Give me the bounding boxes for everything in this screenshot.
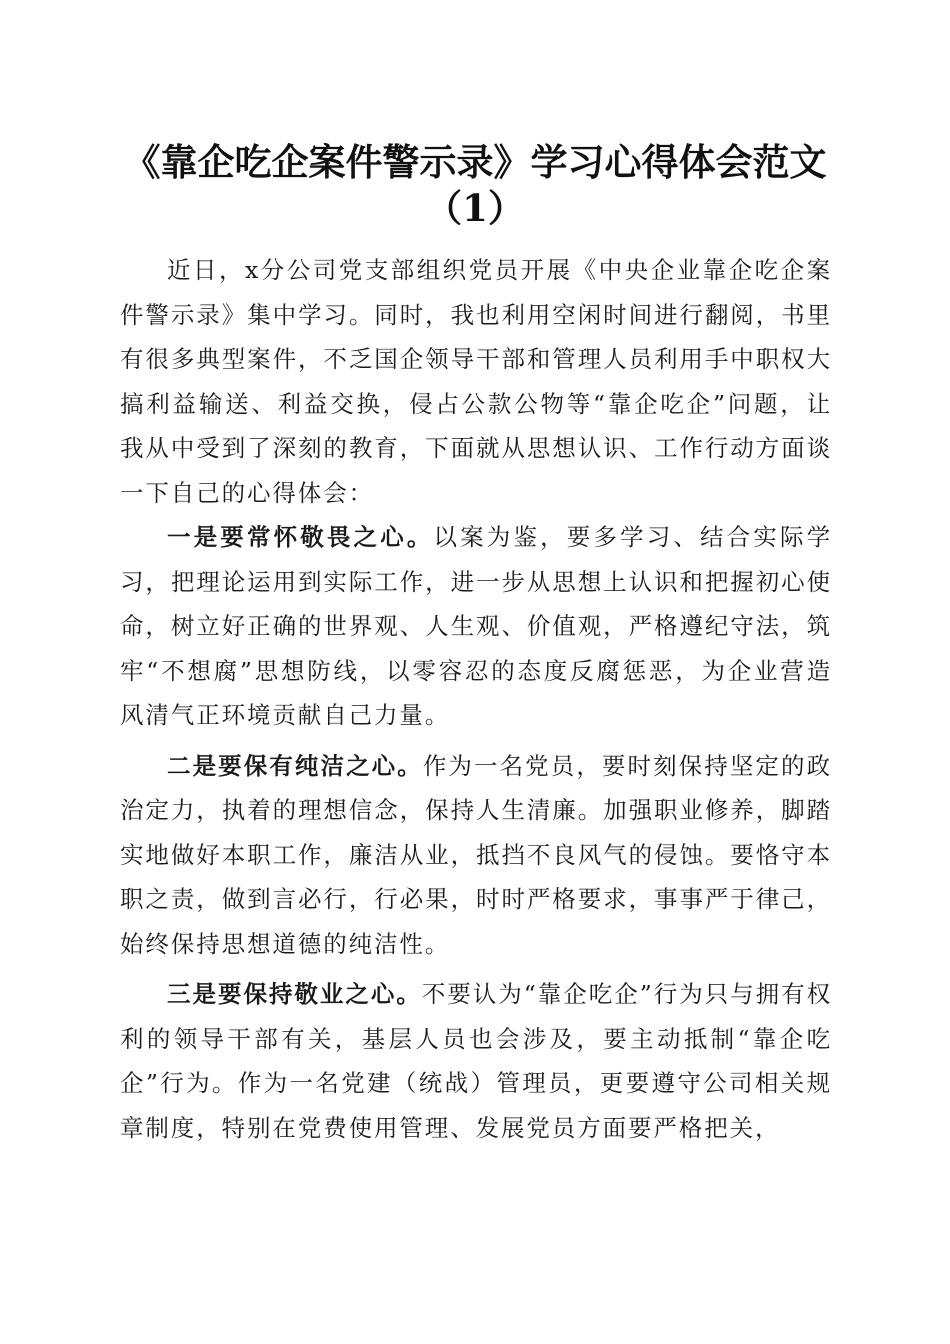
paragraph-point-1	[120, 515, 832, 738]
paragraph-text: 不要认为“靠企吃企”行为只与拥有权利的领导干部有关，基层人员也会涉及，要主动抵制“靠企吃企”行为。作为一名党建（统战）管理员，更要遵守公司相关规章制度，特别在党费使用管理、发展党员方面要严格把关，	[120, 980, 833, 1142]
paragraph-point-2	[120, 744, 832, 967]
paragraph-point-3	[120, 972, 832, 1150]
paragraph-text: 作为一名党员，要时刻保持坚定的政治定力，执着的理想信念，保持人生清廉。加强职业修养，脚踏实地做好本职工作，廉洁从业，抵挡不良风气的侵蚀。要恪守本职之责，做到言必行，行必果，时时严格要求，事事严于律己，始终保持思想道德的纯洁性。	[120, 751, 832, 958]
paragraph-lead: 一是要常怀敬畏之心。	[167, 523, 434, 551]
document-title: 《靠企吃企案件警示录》学习心得体会范文	[123, 140, 827, 184]
paragraph-text: 以案为鉴，要多学习、结合实际学习，把理论运用到实际工作，进一步从思想上认识和把握初心使命，树立好正确的世界观、人生观、价值观，严格遵纪守法，筑牢“不想腐”思想防线，以零容忍的态度反腐惩恶，为企业营造风清气正环境贡献自己力量。	[120, 523, 832, 729]
paragraph-lead: 二是要保有纯洁之心。	[167, 751, 423, 780]
document-body	[120, 248, 832, 1150]
paragraph-intro	[120, 248, 832, 515]
paragraph-text: 近日，x分公司党支部组织党员开展《中央企业靠企吃企案件警示录》集中学习。同时，我也利用空闲时间进行翻阅，书里有很多典型案件，不乏国企领导干部和管理人员利用手中职权大搞利益输送、利益交换，侵占公款公物等“靠企吃企”问题，让我从中受到了深刻的教育，下面就从思想认识、工作行动方面谈一下自己的心得体会：	[120, 256, 832, 507]
document-title-number: （1）	[425, 186, 525, 230]
paragraph-lead: 三是要保持敬业之心。	[167, 980, 422, 1008]
